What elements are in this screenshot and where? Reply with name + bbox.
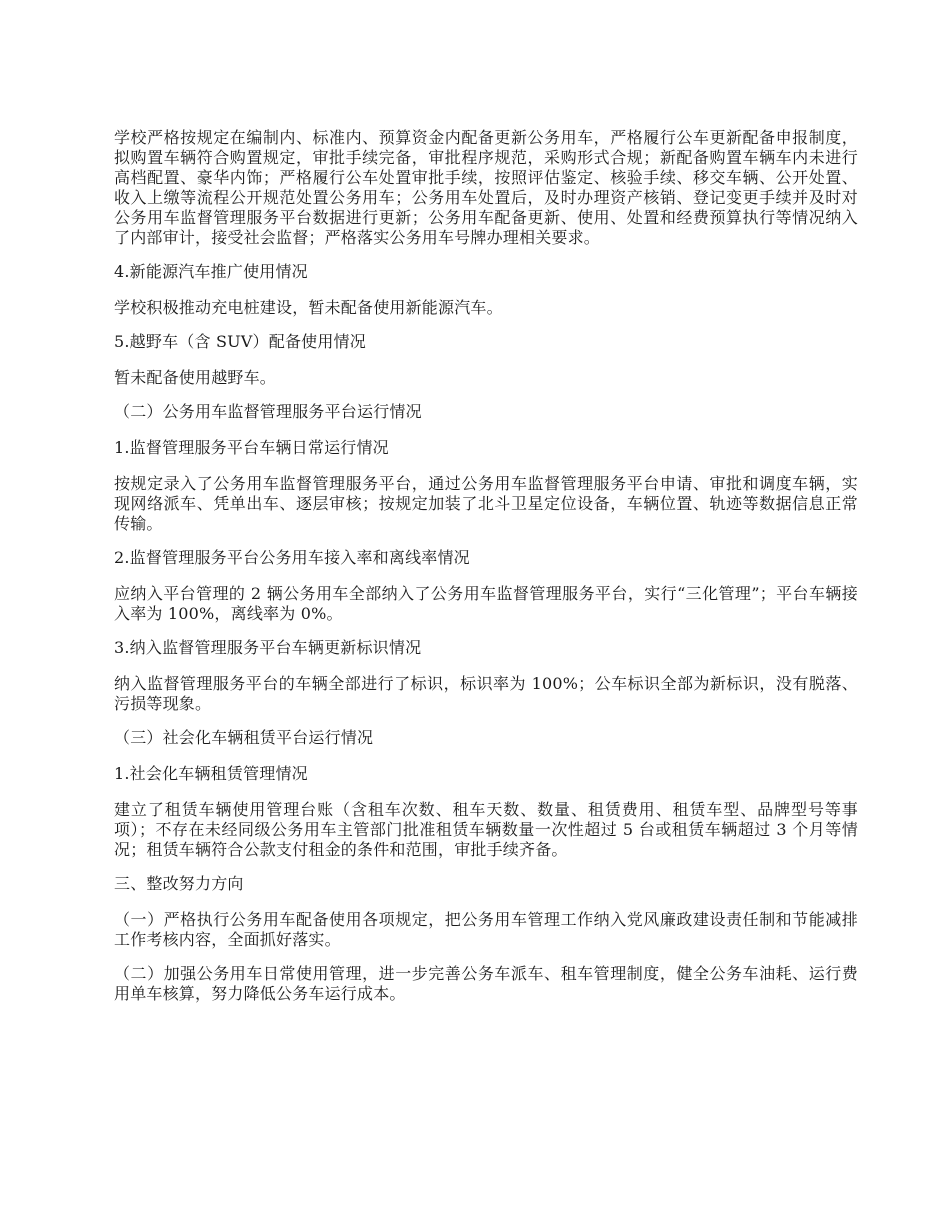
- body-paragraph: （一）严格执行公务用车配备使用各项规定，把公务用车管理工作纳入党风廉政建设责任制和节能减排工作考核内容，全面抓好落实。: [114, 910, 858, 949]
- body-paragraph: 应纳入平台管理的 2 辆公务用车全部纳入了公务用车监督管理服务平台，实行“三化管理”；平台车辆接入率为 100%，离线率为 0%。: [114, 584, 858, 623]
- body-paragraph: 按规定录入了公务用车监督管理服务平台，通过公务用车监督管理服务平台申请、审批和调度车辆，实现网络派车、凭单出车、逐层审核；按规定加装了北斗卫星定位设备，车辆位置、轨迹等数据信息正常传输。: [114, 474, 858, 533]
- body-paragraph: 暂未配备使用越野车。: [114, 368, 277, 387]
- document-page: [114, 128, 858, 1018]
- section-heading: 3.纳入监督管理服务平台车辆更新标识情况: [114, 638, 422, 657]
- body-paragraph: 建立了租赁车辆使用管理台账（含租车次数、租车天数、数量、租赁费用、租赁车型、品牌型号等事项）；不存在未经同级公务用车主管部门批准租赁车辆数量一次性超过 5 台或租赁车辆超过 3 个月等情况；租赁车辆符合公款支付租金的条件和范围，审批手续齐备。: [114, 800, 858, 859]
- body-paragraph: （二）加强公务用车日常使用管理，进一步完善公务车派车、租车管理制度，健全公务车油耗、运行费用单车核算，努力降低公务车运行成本。: [114, 964, 858, 1003]
- section-heading: 三、整改努力方向: [114, 874, 244, 893]
- body-paragraph: 学校严格按规定在编制内、标准内、预算资金内配备更新公务用车，严格履行公车更新配备申报制度，拟购置车辆符合购置规定，审批手续完备，审批程序规范，采购形式合规；新配备购置车辆车内未进行高档配置、豪华内饰；严格履行公车处置审批手续，按照评估鉴定、核验手续、移交车辆、公开处置、收入上缴等流程公开规范处置公务用车；公务用车处置后，及时办理资产核销、登记变更手续并及时对公务用车监督管理服务平台数据进行更新；公务用车配备更新、使用、处置和经费预算执行等情况纳入了内部审计，接受社会监督；严格落实公务用车号牌办理相关要求。: [114, 128, 858, 247]
- section-heading: 2.监督管理服务平台公务用车接入率和离线率情况: [114, 548, 470, 567]
- section-heading: 5.越野车（含 SUV）配备使用情况: [114, 332, 366, 351]
- body-paragraph: 学校积极推动充电桩建设，暂未配备使用新能源汽车。: [114, 298, 503, 317]
- section-heading: 4.新能源汽车推广使用情况: [114, 262, 308, 281]
- section-heading: （二）公务用车监督管理服务平台运行情况: [114, 402, 422, 421]
- body-paragraph: 纳入监督管理服务平台的车辆全部进行了标识，标识率为 100%；公车标识全部为新标识，没有脱落、污损等现象。: [114, 674, 858, 713]
- section-heading: （三）社会化车辆租赁平台运行情况: [114, 728, 374, 747]
- section-heading: 1.社会化车辆租赁管理情况: [114, 764, 308, 783]
- section-heading: 1.监督管理服务平台车辆日常运行情况: [114, 438, 389, 457]
